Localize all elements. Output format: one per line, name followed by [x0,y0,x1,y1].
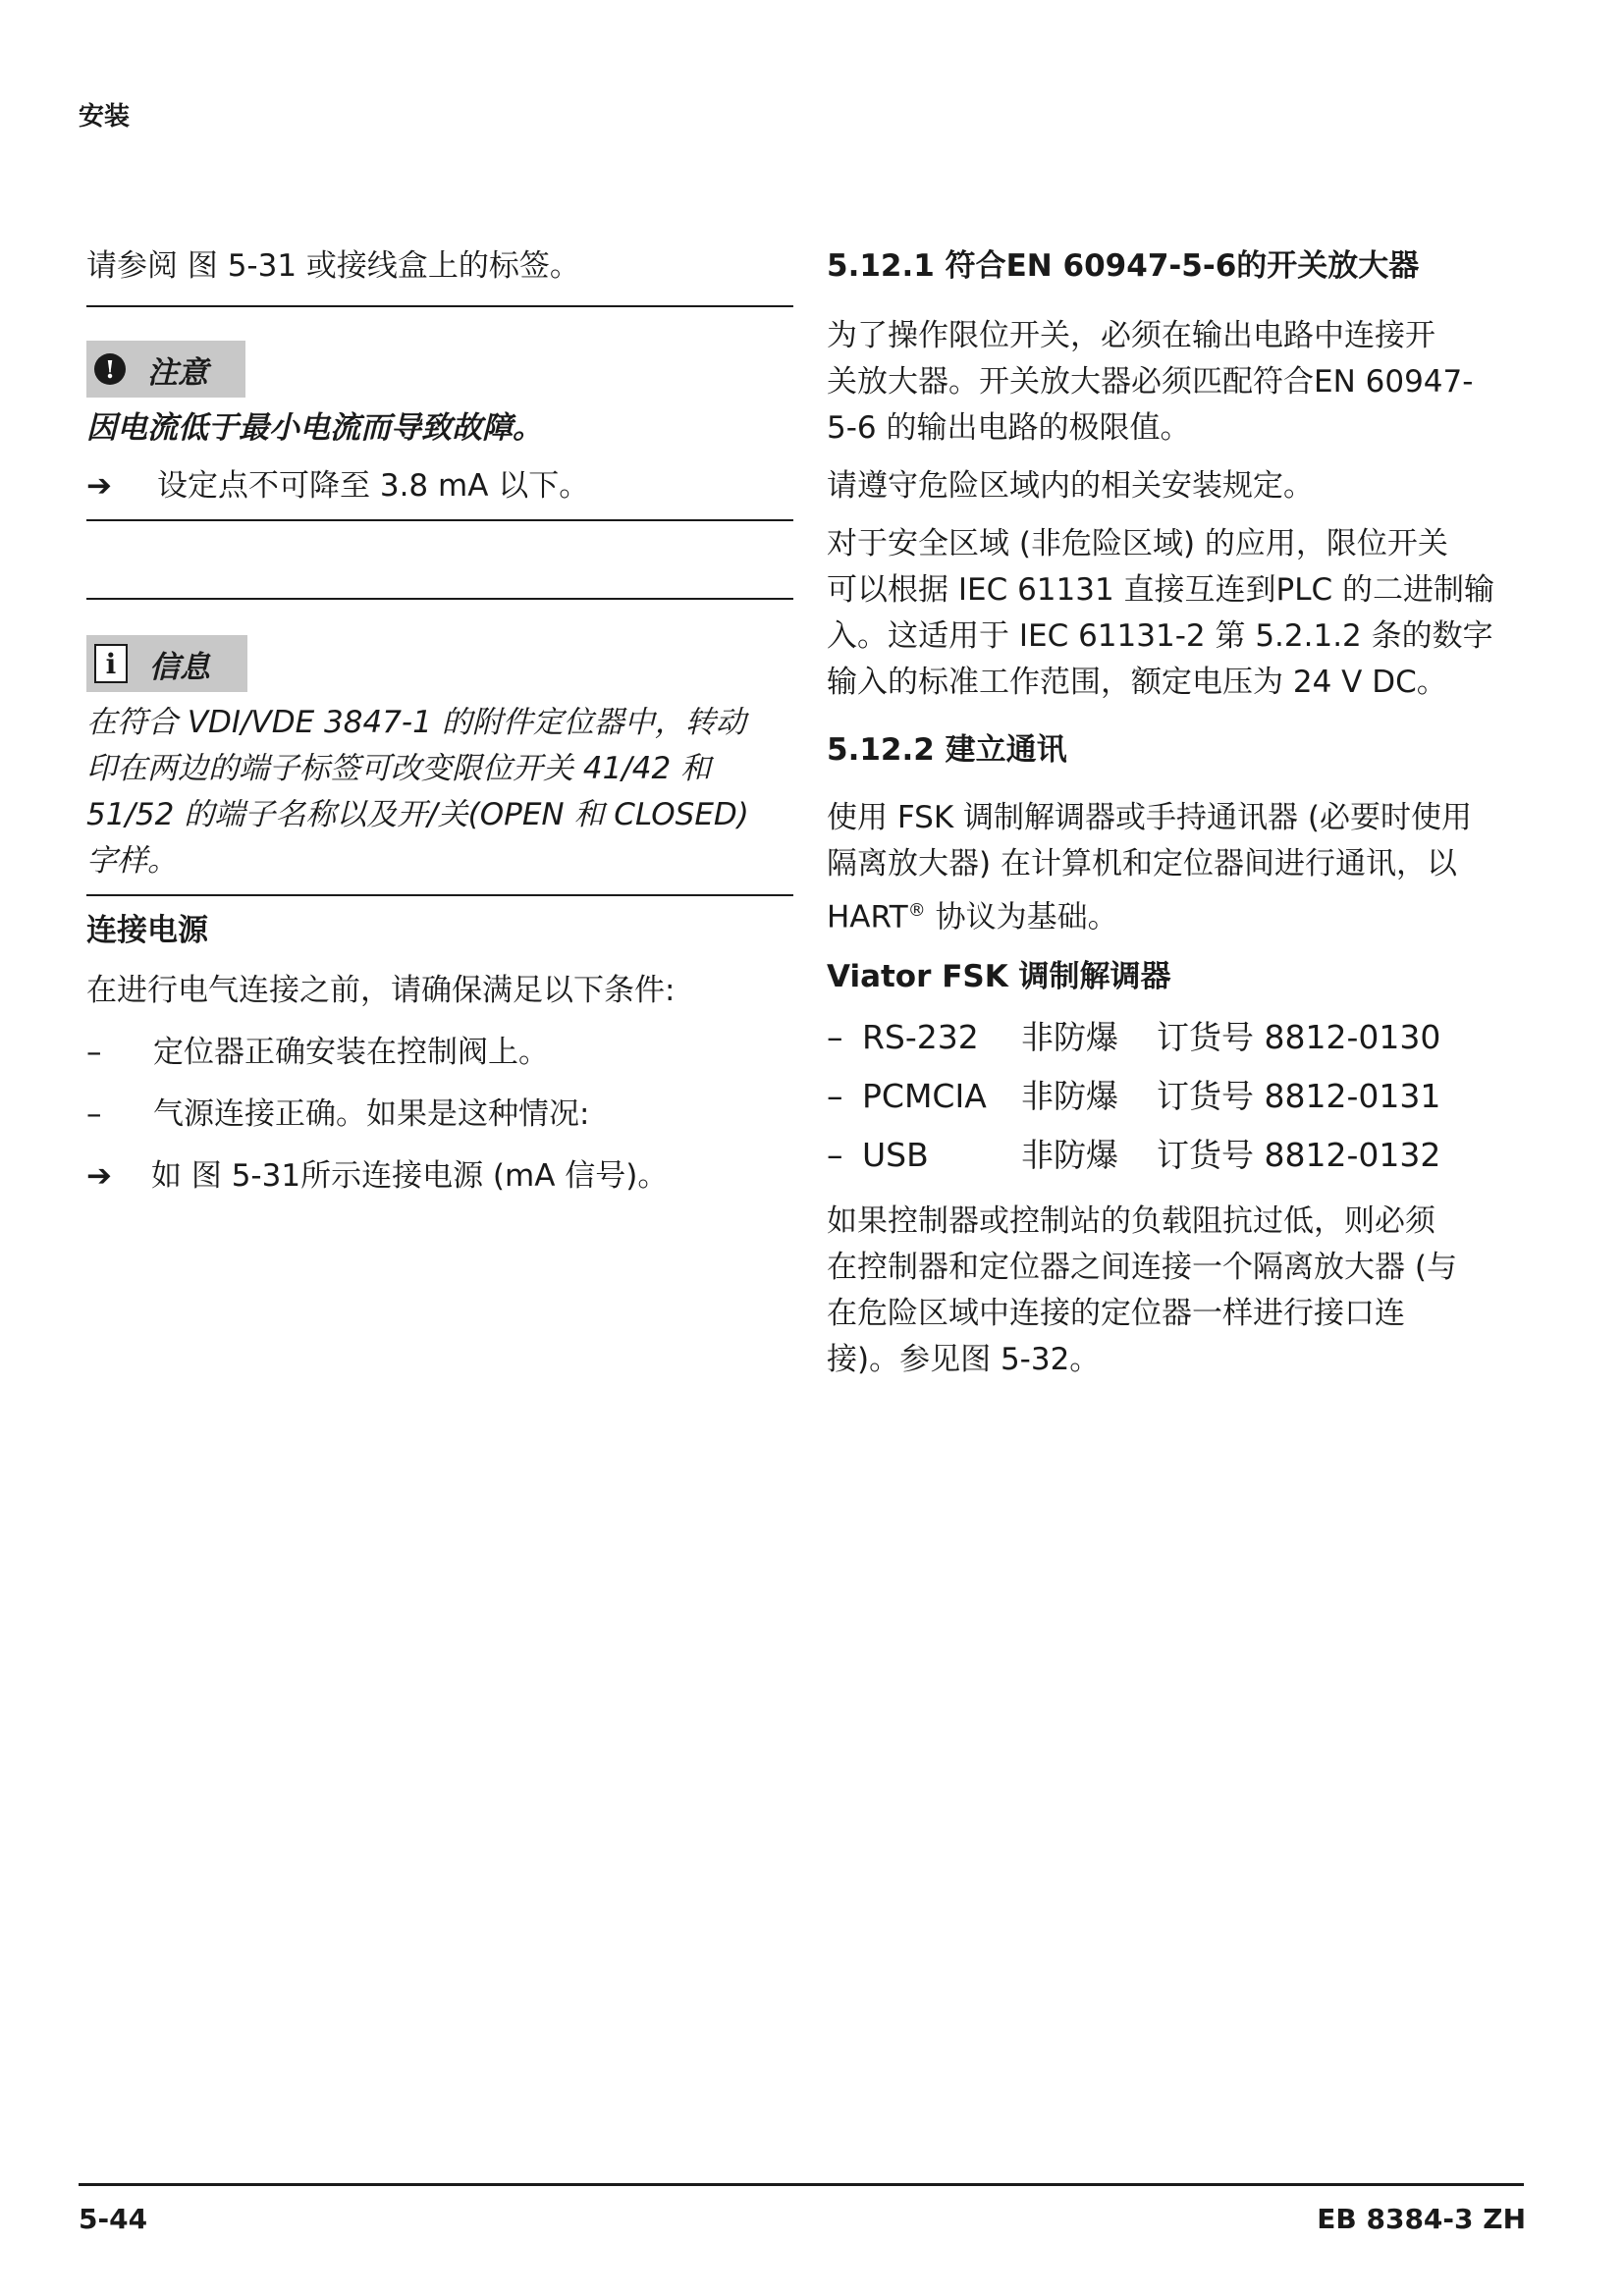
section-heading-5-12-1: 5.12.1 符合EN 60947-5-6的开关放大器 [827,248,1420,284]
modem-list [827,1008,1543,1185]
arrow-icon: ➔ [86,1158,112,1194]
modem-heading: Viator FSK 调制解调器 [827,959,1171,995]
footer-rule [79,2183,1524,2186]
info-icon: i [94,644,128,683]
divider [86,305,793,307]
modem-row: – RS-232 非防爆 订货号 8812-0130 [827,1018,1441,1057]
registered-mark: ® [907,900,926,921]
info-header [86,635,247,692]
arrow-icon: ➔ [86,468,112,504]
info-text [86,700,793,884]
info-line: 印在两边的端子标签可改变限位开关 41/42 和 [86,751,712,786]
modem-row: – PCMCIA 非防爆 订货号 8812-0131 [827,1077,1441,1116]
sec2-paragraph-1: 使用 FSK 调制解调器或手持通讯器 (必要时使用 隔离放大器) 在计算机和定位器间进行通讯，以 HART® 协议为基础。 [827,800,1472,935]
right-column [827,243,1543,1383]
sec1-paragraph-3: 对于安全区域 (非危险区域) 的应用，限位开关 可以根据 IEC 61131 直接互连到PLC 的二进制输 入。这适用于 IEC 61131-2 第 5.2.1.2 条的数字 输入的标准工作范围，额定电压为 24 V DC。 [827,526,1495,700]
info-line: 字样。 [86,843,178,879]
intro-text: 请参阅 图 5-31 或接线盒上的标签。 [86,248,580,284]
divider [86,598,793,600]
power-action-row [86,1153,793,1200]
caution-heading: 因电流低于最小电流而导致故障。 [86,410,543,446]
section-heading-5-12-2: 5.12.2 建立通讯 [827,732,1067,768]
modem-row: – USB 非防爆 订货号 8812-0132 [827,1136,1441,1175]
power-heading: 连接电源 [86,913,208,948]
caution-label: 注意 [147,354,208,391]
left-column [86,243,793,1200]
sec1-paragraph-1: 为了操作限位开关，必须在输出电路中连接开 关放大器。开关放大器必须匹配符合EN 60947- 5-6 的输出电路的极限值。 [827,318,1474,446]
sec1-paragraph-2: 请遵守危险区域内的相关安装规定。 [827,468,1314,504]
divider [86,894,793,896]
header-title: 安装 [79,102,131,132]
caution-header [86,341,245,398]
info-box [86,635,793,884]
power-action: 如 图 5-31所示连接电源 (mA 信号)。 [151,1158,669,1194]
list-item: – 气源连接正确。如果是这种情况: [86,1096,590,1132]
power-intro: 在进行电气连接之前，请确保满足以下条件: [86,973,676,1008]
exclamation-icon: ! [94,353,126,385]
list-item: – 定位器正确安装在控制阀上。 [86,1035,549,1070]
caution-instruction-row [86,463,793,509]
divider [86,519,793,521]
document-id: EB 8384-3 ZH [1317,2203,1526,2235]
page-number: 5-44 [79,2203,148,2235]
caution-instruction: 设定点不可降至 3.8 mA 以下。 [157,468,590,504]
info-label: 信息 [149,649,210,685]
caution-box [86,341,793,509]
sec2-paragraph-2: 如果控制器或控制站的负载阻抗过低，则必须 在控制器和定位器之间连接一个隔离放大器 (与 在危险区域中连接的定位器一样进行接口连 接)。参见图 5-32。 [827,1203,1457,1378]
info-line: 51/52 的端子名称以及开/关(OPEN 和 CLOSED) [86,797,749,832]
info-line: 在符合 VDI/VDE 3847-1 的附件定位器中，转动 [86,705,746,740]
